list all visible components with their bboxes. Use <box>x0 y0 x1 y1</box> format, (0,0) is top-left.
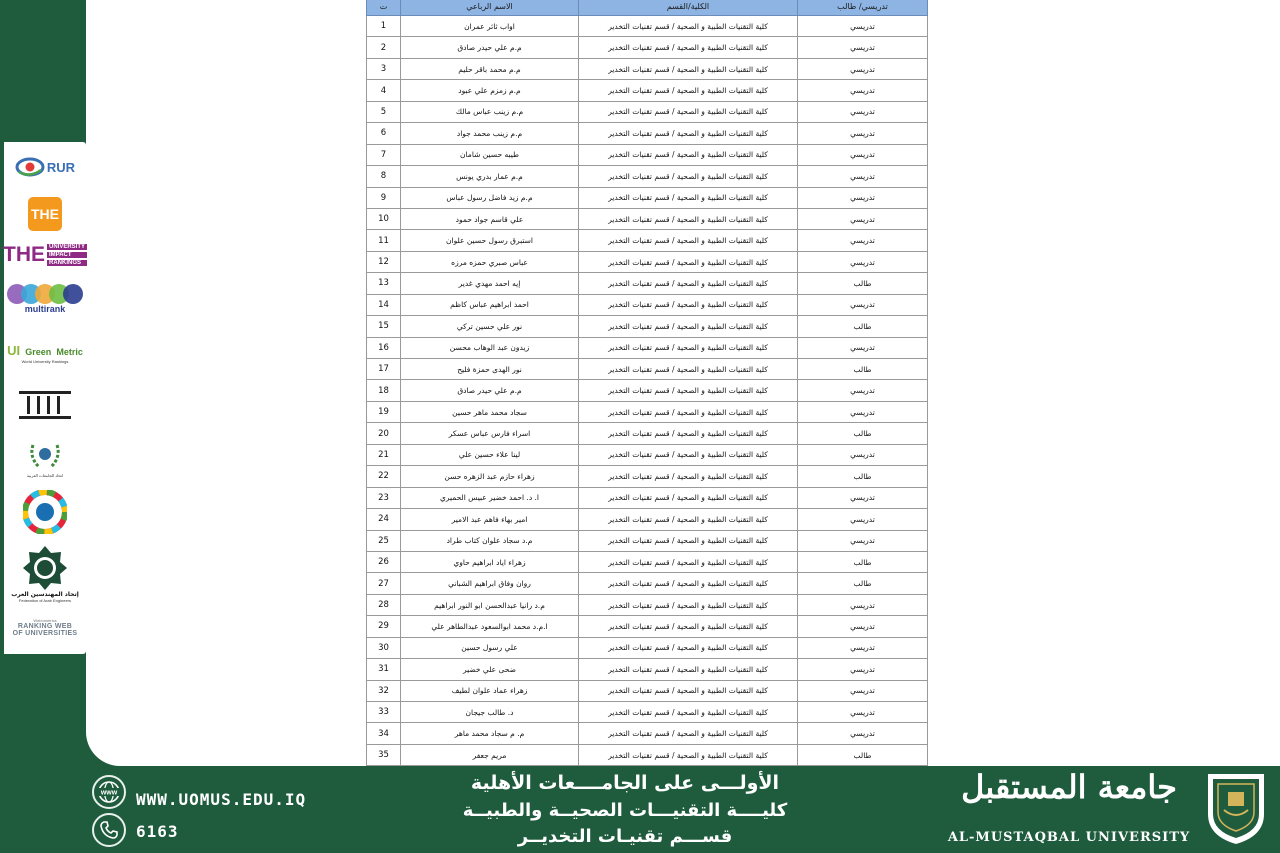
cell-college: كلية التقنيات الطبية و الصحية / قسم تقنيات التخدير <box>579 37 798 58</box>
cell-type: طالب <box>798 573 928 594</box>
cell-number: 8 <box>367 166 401 187</box>
cell-college: كلية التقنيات الطبية و الصحية / قسم تقنيات التخدير <box>579 337 798 358</box>
cell-name: إيه احمد مهدي غدير <box>401 273 579 294</box>
cell-type: تدريسي <box>798 166 928 187</box>
webometrics-line: RANKING WEB <box>17 622 73 630</box>
cell-type: طالب <box>798 551 928 572</box>
webometrics-logo <box>6 610 84 644</box>
table-body <box>367 16 928 766</box>
participants-table <box>366 0 928 766</box>
cell-type: تدريسي <box>798 487 928 508</box>
columns-building-icon <box>15 388 75 422</box>
cell-name: زيدون عبد الوهاب محسن <box>401 337 579 358</box>
table-row <box>367 273 928 294</box>
table-row <box>367 637 928 658</box>
cell-type: طالب <box>798 744 928 765</box>
table-row <box>367 101 928 122</box>
table-row <box>367 123 928 144</box>
table-row <box>367 16 928 37</box>
cell-number: 29 <box>367 616 401 637</box>
cell-college: كلية التقنيات الطبية و الصحية / قسم تقنيات التخدير <box>579 401 798 422</box>
arab-engineers-title: إتحاد المهندسين العرب <box>11 591 79 598</box>
table-row <box>367 166 928 187</box>
table-row <box>367 337 928 358</box>
cell-number: 31 <box>367 659 401 680</box>
cell-type: تدريسي <box>798 58 928 79</box>
the-impact-line: IMPACT <box>47 252 87 258</box>
cell-number: 33 <box>367 702 401 723</box>
cell-name: م.م زينب محمد جواد <box>401 123 579 144</box>
cell-number: 18 <box>367 380 401 401</box>
cell-college: كلية التقنيات الطبية و الصحية / قسم تقنيات التخدير <box>579 166 798 187</box>
cell-college: كلية التقنيات الطبية و الصحية / قسم تقنيات التخدير <box>579 208 798 229</box>
cell-college: كلية التقنيات الطبية و الصحية / قسم تقنيات التخدير <box>579 530 798 551</box>
cell-type: تدريسي <box>798 637 928 658</box>
cell-type: طالب <box>798 423 928 444</box>
table-row <box>367 294 928 315</box>
cell-college: كلية التقنيات الطبية و الصحية / قسم تقنيات التخدير <box>579 702 798 723</box>
cell-type: تدريسي <box>798 444 928 465</box>
cell-number: 3 <box>367 58 401 79</box>
website-url[interactable]: WWW.UOMUS.EDU.IQ <box>136 790 307 809</box>
cell-name: لينا علاء حسين علي <box>401 444 579 465</box>
the-impact-logo <box>3 236 86 274</box>
cell-type: تدريسي <box>798 251 928 272</box>
table-row <box>367 401 928 422</box>
cell-type: تدريسي <box>798 401 928 422</box>
table-row <box>367 551 928 572</box>
table-row <box>367 251 928 272</box>
cell-name: روان وفاق ابراهيم الشباني <box>401 573 579 594</box>
webometrics-top: Webometrics <box>33 617 57 623</box>
rur-logo <box>6 142 84 192</box>
greenmetric-text: Metric <box>56 347 83 357</box>
cell-type: تدريسي <box>798 101 928 122</box>
table-row <box>367 316 928 337</box>
table-row <box>367 723 928 744</box>
cell-name: ا.م.د محمد ابوالسعود عبدالطاهر علي <box>401 616 579 637</box>
cell-number: 9 <box>367 187 401 208</box>
cell-type: تدريسي <box>798 530 928 551</box>
table-row <box>367 230 928 251</box>
cell-college: كلية التقنيات الطبية و الصحية / قسم تقنيات التخدير <box>579 637 798 658</box>
cell-college: كلية التقنيات الطبية و الصحية / قسم تقنيات التخدير <box>579 101 798 122</box>
cell-type: تدريسي <box>798 659 928 680</box>
webometrics-line: OF UNIVERSITIES <box>12 629 78 637</box>
cell-number: 30 <box>367 637 401 658</box>
the-impact-line: UNIVERSITY <box>49 244 86 250</box>
cell-college: كلية التقنيات الطبية و الصحية / قسم تقنيات التخدير <box>579 594 798 615</box>
cell-college: كلية التقنيات الطبية و الصحية / قسم تقنيات التخدير <box>579 423 798 444</box>
arab-universities-logo <box>6 430 84 486</box>
cell-college: كلية التقنيات الطبية و الصحية / قسم تقنيات التخدير <box>579 444 798 465</box>
cell-name: م.د رانيا عبدالحسن ابو النور ابراهيم <box>401 594 579 615</box>
table-row <box>367 509 928 530</box>
the-logo-text: THE <box>28 197 62 231</box>
cell-number: 32 <box>367 680 401 701</box>
cell-number: 19 <box>367 401 401 422</box>
footer-line-3: قســـم تقنيـات التخديــر <box>517 826 733 847</box>
cell-college: كلية التقنيات الطبية و الصحية / قسم تقنيات التخدير <box>579 251 798 272</box>
sdg-logo <box>6 486 84 538</box>
cell-name: علي قاسم جواد حمود <box>401 208 579 229</box>
cell-name: د. طالب جيجان <box>401 702 579 723</box>
cell-type: تدريسي <box>798 616 928 637</box>
cell-name: ا. د. احمد خضير عبيس الحميري <box>401 487 579 508</box>
wreath-caption: اتحاد الجامعات العربية <box>26 472 64 478</box>
table-row <box>367 359 928 380</box>
table-row <box>367 594 928 615</box>
cell-name: م.م علي حيدر صادق <box>401 380 579 401</box>
cell-college: كلية التقنيات الطبية و الصحية / قسم تقنيات التخدير <box>579 380 798 401</box>
cell-number: 21 <box>367 444 401 465</box>
cell-number: 24 <box>367 509 401 530</box>
cell-number: 20 <box>367 423 401 444</box>
participants-table-wrap <box>366 0 927 766</box>
cell-type: تدريسي <box>798 16 928 37</box>
cell-name: امير بهاء فاهم عبد الامير <box>401 509 579 530</box>
cell-type: تدريسي <box>798 144 928 165</box>
cell-type: تدريسي <box>798 187 928 208</box>
cell-name: م.م زينب عباس مالك <box>401 101 579 122</box>
table-row <box>367 573 928 594</box>
phone-icon <box>99 820 119 840</box>
table-row <box>367 744 928 765</box>
cell-type: تدريسي <box>798 702 928 723</box>
table-row <box>367 616 928 637</box>
cell-college: كلية التقنيات الطبية و الصحية / قسم تقنيات التخدير <box>579 466 798 487</box>
table-row <box>367 444 928 465</box>
cell-college: كلية التقنيات الطبية و الصحية / قسم تقنيات التخدير <box>579 551 798 572</box>
cell-number: 35 <box>367 744 401 765</box>
cell-type: تدريسي <box>798 208 928 229</box>
header-number: ت <box>367 0 401 16</box>
cell-number: 4 <box>367 80 401 101</box>
cell-name: م.م زمزم علي عبود <box>401 80 579 101</box>
cell-name: م.د سجاد علوان كتاب طراد <box>401 530 579 551</box>
university-name-english: AL-MUSTAQBAL UNIVERSITY <box>947 830 1191 845</box>
header-type: تدريسي/ طالب <box>798 0 928 16</box>
table-row <box>367 680 928 701</box>
cell-type: تدريسي <box>798 230 928 251</box>
greenmetric-text: UI <box>7 343 21 358</box>
cell-college: كلية التقنيات الطبية و الصحية / قسم تقنيات التخدير <box>579 316 798 337</box>
www-icon-text: www <box>100 789 118 797</box>
cell-college: كلية التقنيات الطبية و الصحية / قسم تقنيات التخدير <box>579 509 798 530</box>
multirank-logo <box>6 274 84 324</box>
cell-name: اسراء فارس عباس عسكر <box>401 423 579 444</box>
cell-number: 22 <box>367 466 401 487</box>
table-row <box>367 702 928 723</box>
the-logo <box>6 192 84 236</box>
table-row <box>367 144 928 165</box>
header-name: الاسم الرباعي <box>401 0 579 16</box>
footer-line-2: كليــــة التقنيـــات الصحيــة والطبيــة <box>462 800 788 821</box>
table-row <box>367 208 928 229</box>
cell-college: كلية التقنيات الطبية و الصحية / قسم تقنيات التخدير <box>579 187 798 208</box>
cell-number: 7 <box>367 144 401 165</box>
table-row <box>367 58 928 79</box>
cell-college: كلية التقنيات الطبية و الصحية / قسم تقنيات التخدير <box>579 659 798 680</box>
table-row <box>367 37 928 58</box>
cell-number: 14 <box>367 294 401 315</box>
cell-college: كلية التقنيات الطبية و الصحية / قسم تقنيات التخدير <box>579 273 798 294</box>
cell-type: تدريسي <box>798 680 928 701</box>
table-row <box>367 380 928 401</box>
cell-number: 28 <box>367 594 401 615</box>
table-row <box>367 487 928 508</box>
cell-type: طالب <box>798 359 928 380</box>
table-header-row <box>367 0 928 16</box>
phone-number[interactable]: 6163 <box>136 822 179 841</box>
rur-text: RUR <box>46 159 76 175</box>
cell-name: احمد ابراهيم عباس كاظم <box>401 294 579 315</box>
cell-college: كلية التقنيات الطبية و الصحية / قسم تقنيات التخدير <box>579 123 798 144</box>
cell-type: طالب <box>798 316 928 337</box>
institution-columns-logo <box>6 380 84 430</box>
sdg-wheel-icon <box>23 490 67 534</box>
cell-number: 23 <box>367 487 401 508</box>
cell-college: كلية التقنيات الطبية و الصحية / قسم تقنيات التخدير <box>579 359 798 380</box>
website-icon <box>92 775 126 809</box>
cell-name: م.م علي حيدر صادق <box>401 37 579 58</box>
cell-name: سجاد محمد ماهر حسين <box>401 401 579 422</box>
cell-number: 25 <box>367 530 401 551</box>
table-row <box>367 423 928 444</box>
phone-icon-wrap <box>92 813 126 847</box>
cell-number: 12 <box>367 251 401 272</box>
cell-type: تدريسي <box>798 123 928 144</box>
cell-number: 11 <box>367 230 401 251</box>
cell-type: تدريسي <box>798 723 928 744</box>
rur-eye-icon <box>15 152 45 182</box>
cell-name: نور الهدى حمزة فليح <box>401 359 579 380</box>
cell-name: عباس صبري حمزه مرزه <box>401 251 579 272</box>
cell-name: زهراء عماد علوان لطيف <box>401 680 579 701</box>
cell-type: طالب <box>798 273 928 294</box>
cell-number: 10 <box>367 208 401 229</box>
cell-name: م.م عمار بدري يونس <box>401 166 579 187</box>
cell-name: اواب ثائر عمران <box>401 16 579 37</box>
cell-name: علي رسول حسين <box>401 637 579 658</box>
cell-name: زهراء حازم عبد الزهره حسن <box>401 466 579 487</box>
cell-type: تدريسي <box>798 594 928 615</box>
cell-type: تدريسي <box>798 294 928 315</box>
cell-name: م. م سجاد محمد ماهر <box>401 723 579 744</box>
cell-college: كلية التقنيات الطبية و الصحية / قسم تقنيات التخدير <box>579 294 798 315</box>
cell-name: استبرق رسول حسين علوان <box>401 230 579 251</box>
cell-number: 15 <box>367 316 401 337</box>
greenmetric-text: Green <box>25 347 52 357</box>
cell-college: كلية التقنيات الطبية و الصحية / قسم تقنيات التخدير <box>579 58 798 79</box>
cell-college: كلية التقنيات الطبية و الصحية / قسم تقنيات التخدير <box>579 80 798 101</box>
cell-college: كلية التقنيات الطبية و الصحية / قسم تقنيات التخدير <box>579 230 798 251</box>
table-row <box>367 187 928 208</box>
cell-college: كلية التقنيات الطبية و الصحية / قسم تقنيات التخدير <box>579 744 798 765</box>
cell-name: م.م محمد باقر حليم <box>401 58 579 79</box>
cell-type: تدريسي <box>798 509 928 530</box>
cell-number: 16 <box>367 337 401 358</box>
cell-college: كلية التقنيات الطبية و الصحية / قسم تقنيات التخدير <box>579 616 798 637</box>
cell-number: 27 <box>367 573 401 594</box>
wreath-icon <box>25 439 65 473</box>
cell-college: كلية التقنيات الطبية و الصحية / قسم تقنيات التخدير <box>579 680 798 701</box>
table-row <box>367 659 928 680</box>
university-crest-icon <box>1204 770 1268 846</box>
ranking-logos-strip <box>4 142 86 654</box>
cell-name: زهراء اياد ابراهيم حاوي <box>401 551 579 572</box>
multirank-circles-icon <box>7 284 83 304</box>
cell-number: 34 <box>367 723 401 744</box>
cell-number: 5 <box>367 101 401 122</box>
cell-college: كلية التقنيات الطبية و الصحية / قسم تقنيات التخدير <box>579 487 798 508</box>
footer-line-1: الأولـــى على الجامــــعات الأهلية <box>470 772 780 794</box>
cell-college: كلية التقنيات الطبية و الصحية / قسم تقنيات التخدير <box>579 723 798 744</box>
cell-name: طيبه حسين شامان <box>401 144 579 165</box>
arab-engineers-subtitle: Federation of Arab Engineers <box>18 598 72 603</box>
cell-type: طالب <box>798 466 928 487</box>
greenmetric-subtitle: World University Rankings <box>21 359 69 364</box>
cell-number: 13 <box>367 273 401 294</box>
cell-college: كلية التقنيات الطبية و الصحية / قسم تقنيات التخدير <box>579 144 798 165</box>
cell-college: كلية التقنيات الطبية و الصحية / قسم تقنيات التخدير <box>579 573 798 594</box>
table-row <box>367 80 928 101</box>
cell-type: تدريسي <box>798 80 928 101</box>
header-college: الكلية/القسم <box>579 0 798 16</box>
cell-number: 26 <box>367 551 401 572</box>
arab-engineers-logo <box>6 538 84 610</box>
cell-type: تدريسي <box>798 380 928 401</box>
greenmetric-logo <box>6 324 84 380</box>
the-impact-line: RANKINGS <box>47 260 87 266</box>
cell-name: ضحى علي خضير <box>401 659 579 680</box>
cell-name: نور علي حسين تركي <box>401 316 579 337</box>
cell-number: 17 <box>367 359 401 380</box>
multirank-label: multirank <box>24 304 66 314</box>
table-row <box>367 530 928 551</box>
cell-type: تدريسي <box>798 37 928 58</box>
the-impact-big-text: THE <box>3 243 45 266</box>
arab-engineers-emblem-icon <box>22 545 68 591</box>
table-row <box>367 466 928 487</box>
cell-number: 1 <box>367 16 401 37</box>
cell-name: مريم جعفر <box>401 744 579 765</box>
cell-number: 6 <box>367 123 401 144</box>
university-name-arabic: جامعة المستقبل <box>961 768 1177 806</box>
globe-icon <box>97 780 121 804</box>
cell-type: تدريسي <box>798 337 928 358</box>
cell-name: م.م زيد فاضل رسول عباس <box>401 187 579 208</box>
cell-college: كلية التقنيات الطبية و الصحية / قسم تقنيات التخدير <box>579 16 798 37</box>
cell-number: 2 <box>367 37 401 58</box>
